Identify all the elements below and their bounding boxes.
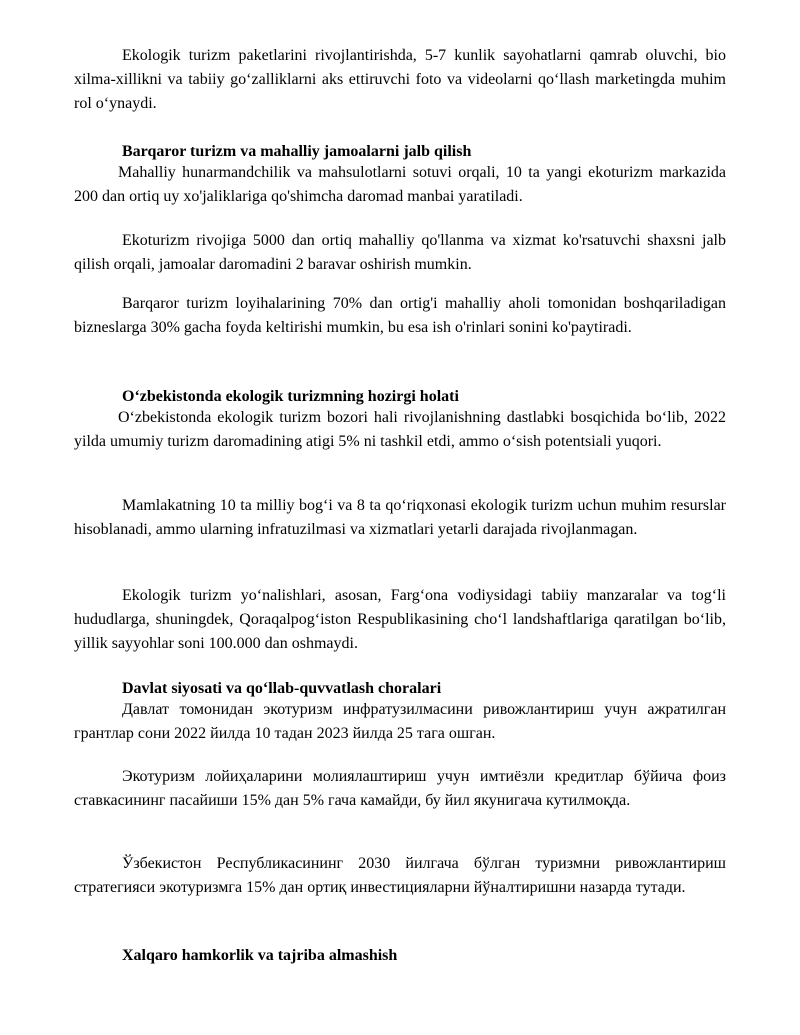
heading-state-policy: Davlat siyosati va qo‘llab-quvvatlash choralari <box>122 680 442 697</box>
paragraph-market-stage: O‘zbekistonda ekologik turizm bozori hali rivojlanishning dastlabki bosqichida bo‘lib, 2022 yilda umumiy turizm daromadining atigi 5% ni tashkil etdi, ammo o‘sish potentsiali yuqori. <box>74 409 726 450</box>
paragraph-local-businesses: Barqaror turizm loyihalarining 70% dan ortig'i mahalliy aholi tomonidan boshqariladigan bizneslarga 30% gacha foyda keltirishi mumkin, bu esa ish o'rinlari sonini ko'paytiradi. <box>74 295 726 336</box>
paragraph-eco-packages: Ekologik turizm paketlarini rivojlantirishda, 5-7 kunlik sayohatlarni qamrab oluvchi, bio xilma-xillikni va tabiiy go‘zalliklarni aks ettiruvchi foto va videolarni qo‘llash marketingda muhim rol o‘ynaydi. <box>74 47 726 112</box>
heading-sustainable-tourism: Barqaror turizm va mahalliy jamoalarni jalb qilish <box>122 143 472 160</box>
paragraph-credits: Экотуризм лойиҳаларини молиялаштириш учун имтиёзли кредитлар бўйича фоиз ставкасининг пасайиши 15% дан 5% гача камайди, бу йил якунигача кутилмоқда. <box>74 768 726 809</box>
paragraph-national-parks: Mamlakatning 10 ta milliy bog‘i va 8 ta qo‘riqxonasi ekologik turizm uchun muhim resurslar hisoblanadi, ammo ularning infratuzilmasi va xizmatlari yetarli darajada rivojlanmagan. <box>74 497 726 538</box>
paragraph-tourism-directions: Ekologik turizm yo‘nalishlari, asosan, Farg‘ona vodiysidagi tabiiy manzaralar va tog‘li hududlarga, shuningdek, Qoraqalpog‘iston Respublikasining cho‘l landshaftlariga qaratilgan bo‘lib, yillik sayyohlar soni 100.000 dan oshmaydi. <box>74 587 726 652</box>
paragraph-local-crafts: Mahalliy hunarmandchilik va mahsulotlarni sotuvi orqali, 10 ta yangi ekoturizm markazida 200 dan ortiq uy xo'jaliklariga qo'shimcha daromad manbai yaratiladi. <box>74 164 726 205</box>
paragraph-local-guides: Ekoturizm rivojiga 5000 dan ortiq mahalliy qo'llanma va xizmat ko'rsatuvchi shaxsni jalb qilish orqali, jamoalar daromadini 2 baravar oshirish mumkin. <box>74 232 726 273</box>
heading-international-cooperation: Xalqaro hamkorlik va tajriba almashish <box>122 947 398 964</box>
paragraph-grants: Давлат томонидан экотуризм инфратузилмасини ривожлантириш учун ажратилган грантлар сони 2022 йилда 10 тадан 2023 йилда 25 тага ошган. <box>74 701 726 742</box>
heading-current-state: O‘zbekistonda ekologik turizmning hozirgi holati <box>122 388 459 405</box>
paragraph-strategy-2030: Ўзбекистон Республикасининг 2030 йилгача бўлган туризмни ривожлантириш стратегияси экотуризмга 15% дан ортиқ инвестицияларни йўналтиришни назарда тутади. <box>74 855 726 896</box>
